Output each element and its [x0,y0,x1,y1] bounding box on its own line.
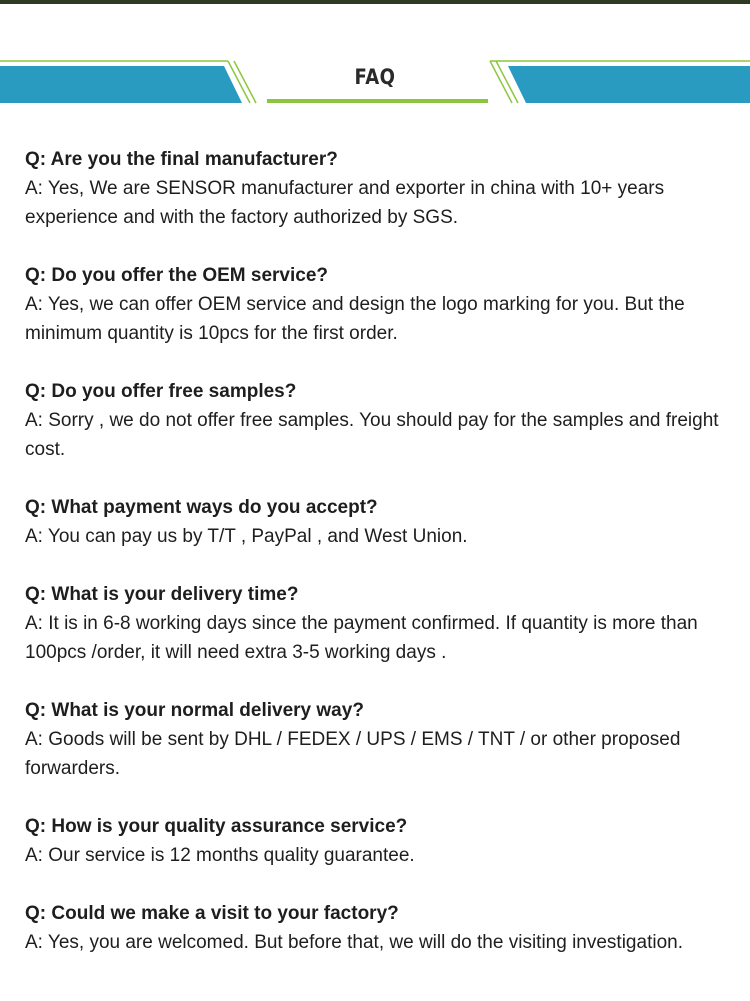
faq-answer: A: You can pay us by T/T , PayPal , and West Union. [25,526,468,547]
faq-item [25,145,740,232]
faq-question: Q: Could we make a visit to your factory? [25,903,399,924]
top-image-strip [0,0,750,4]
faq-item [25,493,740,551]
title-underline [267,99,488,103]
faq-answer: A: Goods will be sent by DHL / FEDEX / UPS / EMS / TNT / or other proposed forwarders. [25,729,681,779]
faq-answer: A: Sorry , we do not offer free samples. You should pay for the samples and freight cost. [25,410,719,460]
faq-title: FAQ [354,65,396,89]
faq-answer: A: Yes, We are SENSOR manufacturer and exporter in china with 10+ years experience and with the factory authorized by SGS. [25,178,665,228]
faq-list [25,145,740,957]
faq-question: Q: What is your normal delivery way? [25,700,364,721]
faq-answer: A: Yes, you are welcomed. But before that, we will do the visiting investigation. [25,932,683,953]
faq-item [25,377,740,464]
faq-question: Q: Do you offer the OEM service? [25,265,328,286]
faq-question: Q: What is your delivery time? [25,584,299,605]
faq-answer: A: Our service is 12 months quality guarantee. [25,845,415,866]
faq-item [25,899,740,957]
faq-question: Q: Do you offer free samples? [25,381,297,402]
faq-answer: A: It is in 6-8 working days since the payment confirmed. If quantity is more than 100pcs /order, it will need extra 3-5 working days . [25,613,698,663]
faq-item [25,261,740,348]
faq-question: Q: How is your quality assurance service? [25,816,408,837]
faq-question: Q: Are you the final manufacturer? [25,149,338,170]
faq-item [25,580,740,667]
faq-item [25,696,740,783]
faq-question: Q: What payment ways do you accept? [25,497,378,518]
faq-item [25,812,740,870]
faq-answer: A: Yes, we can offer OEM service and design the logo marking for you. But the minimum quantity is 10pcs for the first order. [25,294,685,344]
